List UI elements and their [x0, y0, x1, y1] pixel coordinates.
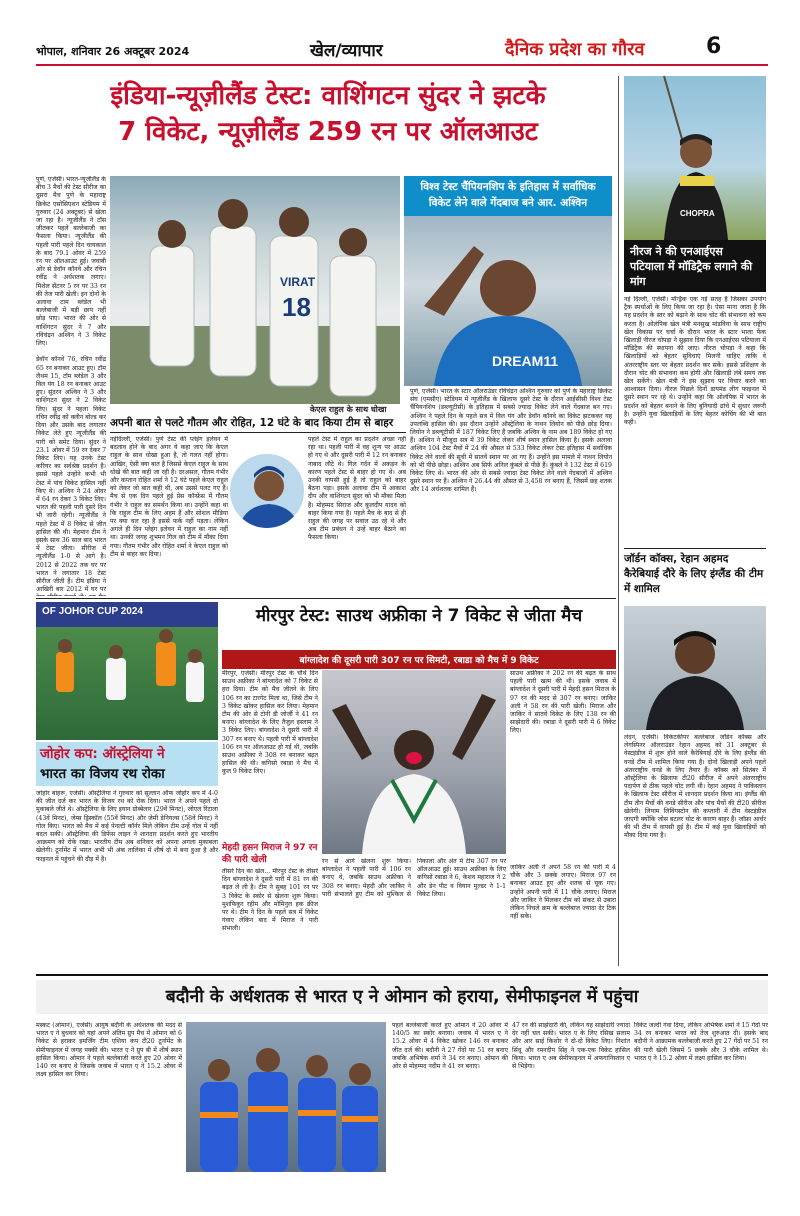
neeraj-body: नई दिल्ली, एजेंसी। मॉन्ड्रैक एक नई सतह है जिसका उपयोग ट्रैक स्पर्धाओं के लिए किया जा रहा है। ऐसा माना जाता है कि यह प्रदर्शन के स्तर को बढ़ाने के साथ चोट की संभावना को कम करता है। ओलंपिक खेल मंत्री मनसुख मांडविया के साथ राष्ट्रीय खेल विकास पर चर्चा के दौरान भारत के स्टार भाला फेंक खिलाड़ी नीरज चोपड़ा ने सुझाव दिया कि एनआईएस पटियाला में मॉडिट्रैक की स्थापना की जाए। नीरज चोपड़ा ने कहा कि खिलाड़ियों को बेहतर सुविधाएं मिलनी चाहिए ताकि वे अंतरराष्ट्रीय स्तर पर बेहतर प्रदर्शन कर सकें। इससे प्रशिक्षण के दौरान चोट की संभावना कम होगी और खिलाड़ी लंबे समय तक खेल सकेंगे। खेल मंत्री ने इस सुझाव पर विचार करने का आश्वासन दिया। नीरज पिछले दिनों डायमंड लीग फाइनल में दूसरे स्थान पर रहे थे। उन्होंने कहा कि ओलंपिक में भारत के प्रदर्शन को बेहतर बनाने के लिए बुनियादी ढांचे में सुधार जरूरी है। उन्होंने युवा खिलाड़ियों के लिए बेहतर कोचिंग की भी बात कही। — [624, 296, 766, 427]
rahul-headline: अपनी बात से पलटे गौतम और रोहित, 12 घंटे के बाद किया टीम से बाहर — [110, 417, 394, 429]
lead-photo-caption: केएल राहुल के साथ धोखा — [310, 405, 387, 414]
badauni-photo — [186, 1022, 386, 1172]
badauni-body-3: 47 रन की साझेदारी की, लेकिन यह साझेदारी ज्यादा देर नहीं चल सकी। भारत ए के लिए रसिख सलाम और आर साई किशोर ने दो-दो विकेट लिए। निशांत सिंधू और रमनदीप सिंह ने एक-एक विकेट हासिल किया। भारत ए अब सेमीफाइनल में अफगानिस्तान ए से भिड़ेगा। — [512, 1022, 630, 1071]
neeraj-photo — [624, 76, 766, 240]
lead-bottom-rule — [36, 598, 616, 599]
ashwin-headline-box — [404, 176, 612, 216]
lead-headline-line-1: इंडिया-न्यूज़ीलैंड टेस्ट: वाशिंगटन सुंदर ने झटके — [110, 81, 546, 111]
badauni-headline: बदौनी के अर्धशतक से भारत ए ने ओमान को हराया, सेमीफाइनल में पहुंचा — [36, 980, 768, 1014]
johor-body: जोहोर बाहरू, एजेंसी। ऑस्ट्रेलिया ने गुरुवार को सुल्तान ऑफ जोहोर कप में 4-0 की जीत दर्ज कर भारत के विजय रथ को रोक दिया। भारत ने अपने पहले दो मुकाबले जीते थे। ऑस्ट्रेलिया के लिए इयान ग्रोब्बेलार (29वें मिनट), जोएल रिंटाला (43वें मिनट), जेम्स ड्रिस्कॉल (55वें मिनट) और जेमी डेनियल्स (58वें मिनट) ने गोल किए। भारत को मैच में कई पेनल्टी कॉर्नर मिले लेकिन टीम उन्हें गोल में नहीं बदल सकी। ऑस्ट्रेलिया की डिफेंस लाइन ने शानदार प्रदर्शन करते हुए भारतीय आक्रमण को रोके रखा। भारतीय टीम अब शनिवार को अपना अगला मुकाबला खेलेगी। टूर्नामेंट में भारत अभी भी अंक तालिका में शीर्ष दो में बना हुआ है और फाइनल में पहुंचने की दौड़ में है। — [36, 790, 218, 863]
jordan-headline: जॉर्डन कॉक्स, रेहान अहमद कैरेबियाई दौरे के लिए इंग्लैंड की टीम में शामिल — [624, 553, 764, 595]
svg-text:18: 18 — [282, 292, 311, 322]
lead-headline — [36, 78, 620, 150]
badauni-photo-illustration — [186, 1022, 386, 1172]
rahul-body-1: नईदिल्ली, एजेंसी। पुणे टेस्ट की प्लेइंग इलेवन में बदलाव होने के बाद अगर ये कहा जाए कि केएल राहुल के साथ धोखा हुआ है, तो गलत नहीं होगा। आखिर, ऐसी क्या बात है जिससे केएल राहुल के साथ धोखे की बात कही जा रही है। दरअसल, गौतम गंभीर और कप्तान रोहित शर्मा ने 12 घंटे पहले केएल राहुल को लेकर जो बात कही थी, अब उससे पलट गए हैं। मैच से एक दिन पहले हुई प्रेस कॉन्फ्रेंस में गौतम गंभीर ने राहुल का समर्थन किया था। उन्होंने कहा था कि राहुल टीम के लिए अहम हैं और सोशल मीडिया पर क्या चल रहा है इससे फर्क नहीं पड़ता। लेकिन अगले ही दिन प्लेइंग इलेवन में राहुल का नाम नहीं था। उनकी जगह शुभमन गिल को टीम में मौका दिया गया। गौतम गंभीर और रोहित शर्मा ने केएल राहुल को टीम से बाहर कर दिया। — [110, 436, 228, 558]
mirpur-photo-illustration — [322, 670, 506, 854]
mirpur-subhead-2: मेहदी हसन मिराज ने 97 रन की पारी खेली — [222, 843, 318, 865]
badauni-body-1: मस्कट (ओमान), एजेंसी। आयुष बदौनी के अर्धशतक की मदद से भारत ए ने बुधवार को यहां अपने अंतिम ग्रुप मैच में ओमान को 6 विकेट से हराकर इमर्जिंग टीम एशिया कप टी20 टूर्नामेंट के सेमीफाइनल में जगह पक्की की। भारत ए ने ग्रुप बी में शीर्ष स्थान हासिल किया। ओमान ने पहले बल्लेबाजी करते हुए 20 ओवर में 140 रन बनाए थे जिसके जवाब में भारत ए ने 15.2 ओवर में लक्ष्य हासिल कर लिया। — [36, 1022, 182, 1079]
masthead — [0, 0, 800, 66]
lead-headline-line-2: 7 विकेट, न्यूज़ीलैंड 259 रन पर ऑलआउट — [118, 117, 538, 147]
neeraj-bottom-rule — [624, 548, 766, 549]
neeraj-photo-illustration — [624, 76, 766, 240]
svg-text:VIRAT: VIRAT — [280, 275, 316, 289]
mirpur-body-5: जाकिर अली ने अपने 58 रन की पारी में 4 चौके और 3 छक्के लगाए। मिराज 97 रन बनाकर आउट हुए और शतक से चूक गए। उन्होंने अपनी पारी में 11 चौके लगाए। मिराज और जाकिर ने मिलकर टीम को संकट से उबारा लेकिन निचले क्रम के बल्लेबाज ज्यादा देर टिक नहीं सके। — [510, 864, 616, 921]
rahul-portrait-illustration — [230, 454, 306, 530]
jordan-photo-illustration — [624, 606, 766, 730]
jordan-photo — [624, 606, 766, 730]
mirpur-body-4: रन से आगे खेलना शुरू किया। बांग्लादेश ने पहली पारी में 106 रन बनाए थे, जबकि साउथ अफ्रीका ने 308 रन बनाए। मेहदी और जाकिर ने पारी संभालते हुए टीम को मुश्किल से निकाला और अंत में टीम 307 रन पर ऑलआउट हुई। साउथ अफ्रीका के लिए कगिसो रबाडा ने 6, केशव महाराज ने 2 और डेन पीट व वियान मुल्डर ने 1-1 विकेट लिया। — [322, 858, 506, 898]
neeraj-headline: नीरज ने की एनआईएस पटियाला में मॉडिट्रैक लगाने की मांग — [630, 245, 753, 288]
mirpur-body-2: साउथ अफ्रीका ने 202 रन की बढ़त के साथ पहली पारी खत्म की थी। इसके जवाब में बांग्लादेश ने दूसरी पारी में मेहदी हसन मिराज के 97 रन की मदद से 307 रन बनाए। जाकिर अली ने 58 रन की पारी खेली। मिराज और जाकिर ने सातवें विकेट के लिए 138 रन की साझेदारी की। रबाडा ने दूसरी पारी में 6 विकेट लिए। — [510, 670, 616, 735]
mirpur-body-3: तीसरे दिन का खेल... मीरपुर टेस्ट के तीसरे दिन बांग्लादेश ने दूसरी पारी में 81 रन की बढ़त ले ली है। टीम ने सुबह 101 रन पर 3 विकेट के स्कोर से खेलना शुरू किया। मुशफिकुर रहीम और मोमिनुल हक क्रीज पर थे। टीम ने दिन के पहले सत्र में विकेट गंवाए लेकिन बाद में मिराज ने पारी संभाली। — [222, 868, 318, 933]
rahul-portrait — [228, 452, 306, 530]
ashwin-body: पुणे, एजेंसी। भारत के स्टार ऑलराउंडर रविचंद्रन अश्विन गुरुवार को पुणे के महाराष्ट्र क्रिकेट संघ (एमसीए) स्टेडियम में न्यूजीलैंड के खिलाफ दूसरे टेस्ट के दौरान आईसीसी विश्व टेस्ट चैंपियनशिप (डब्ल्यूटीसी) के इतिहास में सबसे ज्यादा विकेट लेने वाले गेंदबाज बन गए। अश्विन ने पहले दिन के पहले सत्र में विल यंग और डेवॉन कॉनवे का विकेट झटककर यह उपलब्धि हासिल की। इस दौरान उन्होंने ऑस्ट्रेलिया के नाथन लियोन को पीछे छोड़ दिया। लियोन ने डब्ल्यूटीसी में 187 विकेट लिए हैं जबकि अश्विन के नाम अब 189 विकेट हो गए हैं। अश्विन ने मौजूदा सत्र में 39 विकेट लेकर शीर्ष स्थान हासिल किया है। इसके अलावा अश्विन 104 टेस्ट मैचों में 24 की औसत से 533 विकेट लेकर टेस्ट इतिहास में सर्वाधिक विकेट लेने वालों की सूची में सातवें स्थान पर आ गए हैं। उन्होंने इस मामले में नाथन लियोन को भी पीछे छोड़ा। अश्विन अब सिर्फ अनिल कुंबले से पीछे हैं। कुंबले ने 132 टेस्ट में 619 विकेट लिए थे। भारत की ओर से सबसे ज्यादा टेस्ट विकेट लेने वाले गेंदबाजों में अश्विन दूसरे स्थान पर हैं। अश्विन ने 26.44 की औसत से 3,458 रन बनाए हैं, जिसमें छह शतक और 14 अर्धशतक शामिल हैं। — [410, 388, 612, 494]
jordan-body: लंदन, एजेंसी। विकेटकीपर बल्लेबाज जॉर्डन कॉक्स और लेगस्पिनर ऑलराउंडर रेहान अहमद को 31 अक्टूबर से वेस्टइंडीज में शुरू होने वाले कैरेबियाई दौरे के लिए इंग्लैंड की वनडे टीम में शामिल किया गया है। दोनों खिलाड़ी अपने पहले अंतरराष्ट्रीय वनडे के लिए तैयार हैं। कॉक्स को सितंबर में ऑस्ट्रेलिया के खिलाफ टी20 सीरीज में अपने अंतरराष्ट्रीय पदार्पण से ठीक पहले चोट लगी थी। रेहान अहमद ने पाकिस्तान के खिलाफ टेस्ट सीरीज में शानदार प्रदर्शन किया था। इंग्लैंड की टीम तीन मैचों की वनडे सीरीज और पांच मैचों की टी20 सीरीज खेलेगी। लियाम लिविंगस्टोन की कप्तानी में टीम वेस्टइंडीज जाएगी क्योंकि जोस बटलर चोट के कारण बाहर हैं। जॉफ्रा आर्चर की भी टीम में वापसी हुई है। टीम में कई युवा खिलाड़ियों को मौका दिया गया है। — [624, 734, 766, 840]
section-title: खेल/व्यापार — [310, 41, 383, 61]
neeraj-headline-box — [624, 240, 766, 292]
bottom-story-rule — [36, 974, 768, 976]
johor-photo — [36, 602, 218, 740]
place-date: भोपाल, शनिवार 26 अक्टूबर 2024 — [36, 45, 190, 58]
badauni-body-2: पहले बल्लेबाजी करते हुए ओमान ने 20 ओवर में 140/5 का स्कोर बनाया। जवाब में भारत ए ने 15.2 ओवर में 4 विकेट खोकर 146 रन बनाकर जीत दर्ज की। बदौनी ने 27 गेंदों पर 51 रन बनाए जबकि अभिषेक शर्मा ने 34 रन बनाए। ओमान की ओर से मोहम्मद नदीम ने 41 रन बनाए। — [392, 1022, 508, 1071]
rahul-headline-rule — [110, 432, 406, 433]
rahul-body-2: पहले टेस्ट में राहुल का प्रदर्शन अच्छा नहीं रहा था। पहली पारी में वह शून्य पर आउट हो गए थे और दूसरी पारी में 12 रन बनाकर नाबाद लौटे थे। गिल गर्दन में अकड़न के कारण पहले टेस्ट से बाहर हो गए थे। अब उनकी वापसी हुई है तो राहुल को बाहर बैठना पड़ा। इसके अलावा टीम में आकाश दीप और वाशिंगटन सुंदर को भी मौका मिला है। मोहम्मद सिराज और कुलदीप यादव को बाहर किया गया है। पहले मैच के बाद से ही राहुल की जगह पर सवाल उठ रहे थे और अब टीम प्रबंधन ने उन्हें बाहर बैठाने का फैसला किया। — [308, 436, 406, 542]
mirpur-body-1: मीरपुर, एजेंसी। मीरपुर टेस्ट के चौथे दिन साउथ अफ्रीका ने बांग्लादेश को 7 विकेट से हरा दिया। टीम को मैच जीतने के लिए 106 रन का टारगेट मिला था, जिसे टीम ने 3 विकेट खोकर हासिल कर लिया। मेहमान टीम की ओर से टोनी डी जोर्जी ने 41 रन बनाए। बांग्लादेश के लिए तैजुल इस्लाम ने 3 विकेट लिए। बांग्लादेश ने दूसरी पारी में 307 रन बनाए थे। पहली पारी में बांग्लादेश 106 रन पर ऑलआउट हो गई थी, जबकि साउथ अफ्रीका ने 308 रन बनाकर बढ़त हासिल की थी। कगिसो रबाडा ने मैच में कुल 9 विकेट लिए। — [222, 670, 318, 776]
lead-body-col1: पुणे, एजेंसी। भारत-न्यूजीलैंड के बीच 3 मैचों की टेस्ट सीरीज का दूसरा मैच पुणे के महाराष्ट्र क्रिकेट एसोसिएशन स्टेडियम में गुरुवार (24 अक्टूबर) से खेला जा रहा है। न्यूजीलैंड ने टॉस जीतकर पहले बल्लेबाजी का फैसला किया। न्यूजीलैंड की पहली पारी पहले दिन चायकाल के बाद 79.1 ओवर में 259 रन पर ऑलआउट हुई। जवाबी ओर से डेवॉन कॉनवे और रचिन रवींद्र ने अर्धशतक लगाए। मिशेल सेंटनर 5 रन पर 33 रन की तेज पारी खेली। इन दोनों के अलावा टाम ब्लंडेल भी बल्लेबाजी में बड़ी छाप नहीं छोड़ पाए। भारत की ओर से वाशिंगटन सुंदर ने 7 और रविचंद्रन अश्विन ने 3 विकेट लिए। डेवॉन कॉनवे 76, रचिन रवींद्र 65 रन बनाकर आउट हुए। टॉम लैथम 15, टॉम ब्लंडेल 3 और विल यंग 18 रन बनाकर आउट हुए। सुंदरन अश्विन ने 3 और वाशिंगटन सुंदर ने 2 विकेट लिए। सुंदर ने पहला विकेट रचिन रवींद्र को क्लीन बोल्ड कर दिया और उसके बाद लगातार विकेट लेते हुए न्यूजीलैंड की पारी को समेट दिया। सुंदर ने 23.1 ओवर में 59 रन देकर 7 विकेट लिए। यह उनके टेस्ट करियर का सर्वश्रेष्ठ प्रदर्शन है। इससे पहले उन्होंने कभी भी टेस्ट में पांच विकेट हासिल नहीं किए थे। अश्विन ने 24 ओवर में 64 रन देकर 3 विकेट लिए। भारत की पहली पारी दूसरे दिन भी जारी रहेगी। न्यूजीलैंड ने पहले टेस्ट में 8 विकेट से जीत हासिल की थी। मेहमान टीम ने इसके साथ 36 साल बाद भारत में टेस्ट जीता। सीरीज में न्यूजीलैंड 1-0 से आगे है। 2012 से 2022 तक घर पर भारत ने लगातार 18 टेस्ट सीरीज जीती हैं। टीम इंडिया ने आखिरी बार 2012 में घर पर — [36, 176, 106, 594]
johor-headline-line-2: भारत का विजय रथ रोका — [40, 766, 165, 782]
johor-headline — [36, 742, 218, 786]
mirpur-photo — [322, 670, 506, 854]
johor-photo-illustration — [36, 602, 218, 740]
ashwin-photo-illustration — [404, 216, 612, 386]
page-number: 6 — [706, 34, 722, 59]
neeraj-bib-name: CHOPRA — [680, 209, 715, 218]
lead-photo — [110, 176, 400, 404]
brand-name: दैनिक प्रदेश का गौरव — [505, 39, 645, 60]
ashwin-headline: विश्व टेस्ट चैंपियनशिप के इतिहास में सर्वाधिक विकेट लेने वाले गेंदबाज बने आर. अश्विन — [420, 181, 596, 209]
mirpur-subhead: बांग्लादेश की दूसरी पारी 307 रन पर सिमटी, रबाडा को मैच में 9 विकेट — [222, 650, 616, 669]
badauni-body-4: विकेट जल्दी गंवा दिया, लेकिन अभिषेक शर्मा ने 15 गेंदों पर 34 रन बनाकर भारत को तेज शुरुआत दी। इसके बाद बदौनी ने आक्रामक बल्लेबाजी करते हुए 27 गेंदों पर 51 रन की पारी खेली जिसमें 5 छक्के और 3 चौके शामिल थे। भारत ए ने 15.2 ओवर में लक्ष्य हासिल कर लिया। — [634, 1022, 768, 1062]
ashwin-photo — [404, 216, 612, 386]
svg-text:DREAM11: DREAM11 — [492, 353, 559, 369]
masthead-rule — [36, 64, 768, 66]
right-col-divider — [618, 76, 619, 966]
johor-headline-line-1: जोहोर कप: ऑस्ट्रेलिया ने — [40, 746, 165, 762]
mirpur-headline: मीरपुर टेस्ट: साउथ अफ्रीका ने 7 विकेट से जीता मैच — [255, 606, 583, 626]
johor-photo-banner: OF JOHOR CUP 2024 — [42, 606, 143, 617]
lead-photo-players-illustration — [110, 176, 400, 404]
